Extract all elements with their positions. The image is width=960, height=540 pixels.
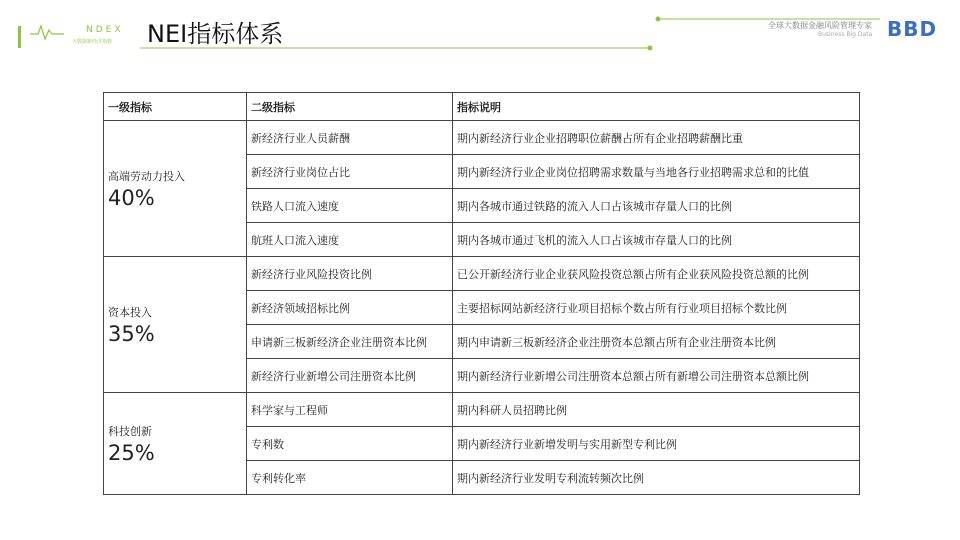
company-subtitle: Business Big Data (818, 31, 873, 38)
accent-bar (18, 26, 21, 48)
indicator-cell: 新经济行业岗位占比 (247, 155, 453, 189)
description-cell: 期内新经济行业发明专利流转频次比例 (453, 461, 860, 495)
indicator-cell: 申请新三板新经济企业注册资本比例 (247, 325, 453, 359)
description-cell: 主要招标网站新经济行业项目招标个数占所有行业项目招标个数比例 (453, 291, 860, 325)
bbd-logo: BBD (887, 17, 938, 41)
indicator-table (103, 92, 860, 495)
header-level1: 一级指标 (104, 93, 247, 121)
slide-header (0, 0, 960, 60)
table-row (104, 393, 860, 427)
group-cell-innovation (104, 393, 247, 495)
indicator-cell: 航班人口流入速度 (247, 223, 453, 257)
indicator-cell: 专利数 (247, 427, 453, 461)
description-cell: 期内各城市通过铁路的流入人口占该城市存量人口的比例 (453, 189, 860, 223)
group-name: 资本投入 (108, 305, 152, 319)
page-title: NEI指标体系 (147, 20, 284, 48)
table-row (104, 121, 860, 155)
brand-subtitle: 大数据新经济指数 (72, 39, 113, 45)
description-cell: 期内新经济行业企业招聘职位薪酬占所有企业招聘薪酬比重 (453, 121, 860, 155)
description-cell: 期内新经济行业新增发明与实用新型专利比例 (453, 427, 860, 461)
group-weight: 40% (108, 185, 155, 210)
table-header-row (104, 93, 860, 121)
indicator-cell: 新经济行业人员薪酬 (247, 121, 453, 155)
description-cell: 期内新经济行业企业岗位招聘需求数量与当地各行业招聘需求总和的比值 (453, 155, 860, 189)
description-cell: 期内申请新三板新经济企业注册资本总额占所有企业注册资本比例 (453, 325, 860, 359)
group-weight: 25% (108, 440, 155, 465)
company-tagline: 全球大数据金融风险管理专家 (768, 21, 872, 30)
brand-logo-text: NDEX (86, 25, 124, 35)
indicator-cell: 新经济行业风险投资比例 (247, 257, 453, 291)
header-description: 指标说明 (453, 93, 860, 121)
title-underline (140, 44, 660, 52)
description-cell: 期内新经济行业新增公司注册资本总额占所有新增公司注册资本总额比例 (453, 359, 860, 393)
indicator-cell: 科学家与工程师 (247, 393, 453, 427)
indicator-cell: 专利转化率 (247, 461, 453, 495)
indicator-cell: 新经济领域招标比例 (247, 291, 453, 325)
description-cell: 已公开新经济行业企业获风险投资总额占所有企业获风险投资总额的比例 (453, 257, 860, 291)
indicator-cell: 铁路人口流入速度 (247, 189, 453, 223)
description-cell: 期内各城市通过飞机的流入人口占该城市存量人口的比例 (453, 223, 860, 257)
header-level2: 二级指标 (247, 93, 453, 121)
group-name: 高端劳动力投入 (108, 169, 185, 183)
group-name: 科技创新 (108, 424, 152, 438)
group-weight: 35% (108, 321, 155, 346)
description-cell: 期内科研人员招聘比例 (453, 393, 860, 427)
table-row (104, 257, 860, 291)
group-cell-labor (104, 121, 247, 257)
indicator-cell: 新经济行业新增公司注册资本比例 (247, 359, 453, 393)
pulse-wave-icon (30, 22, 64, 42)
group-cell-capital (104, 257, 247, 393)
